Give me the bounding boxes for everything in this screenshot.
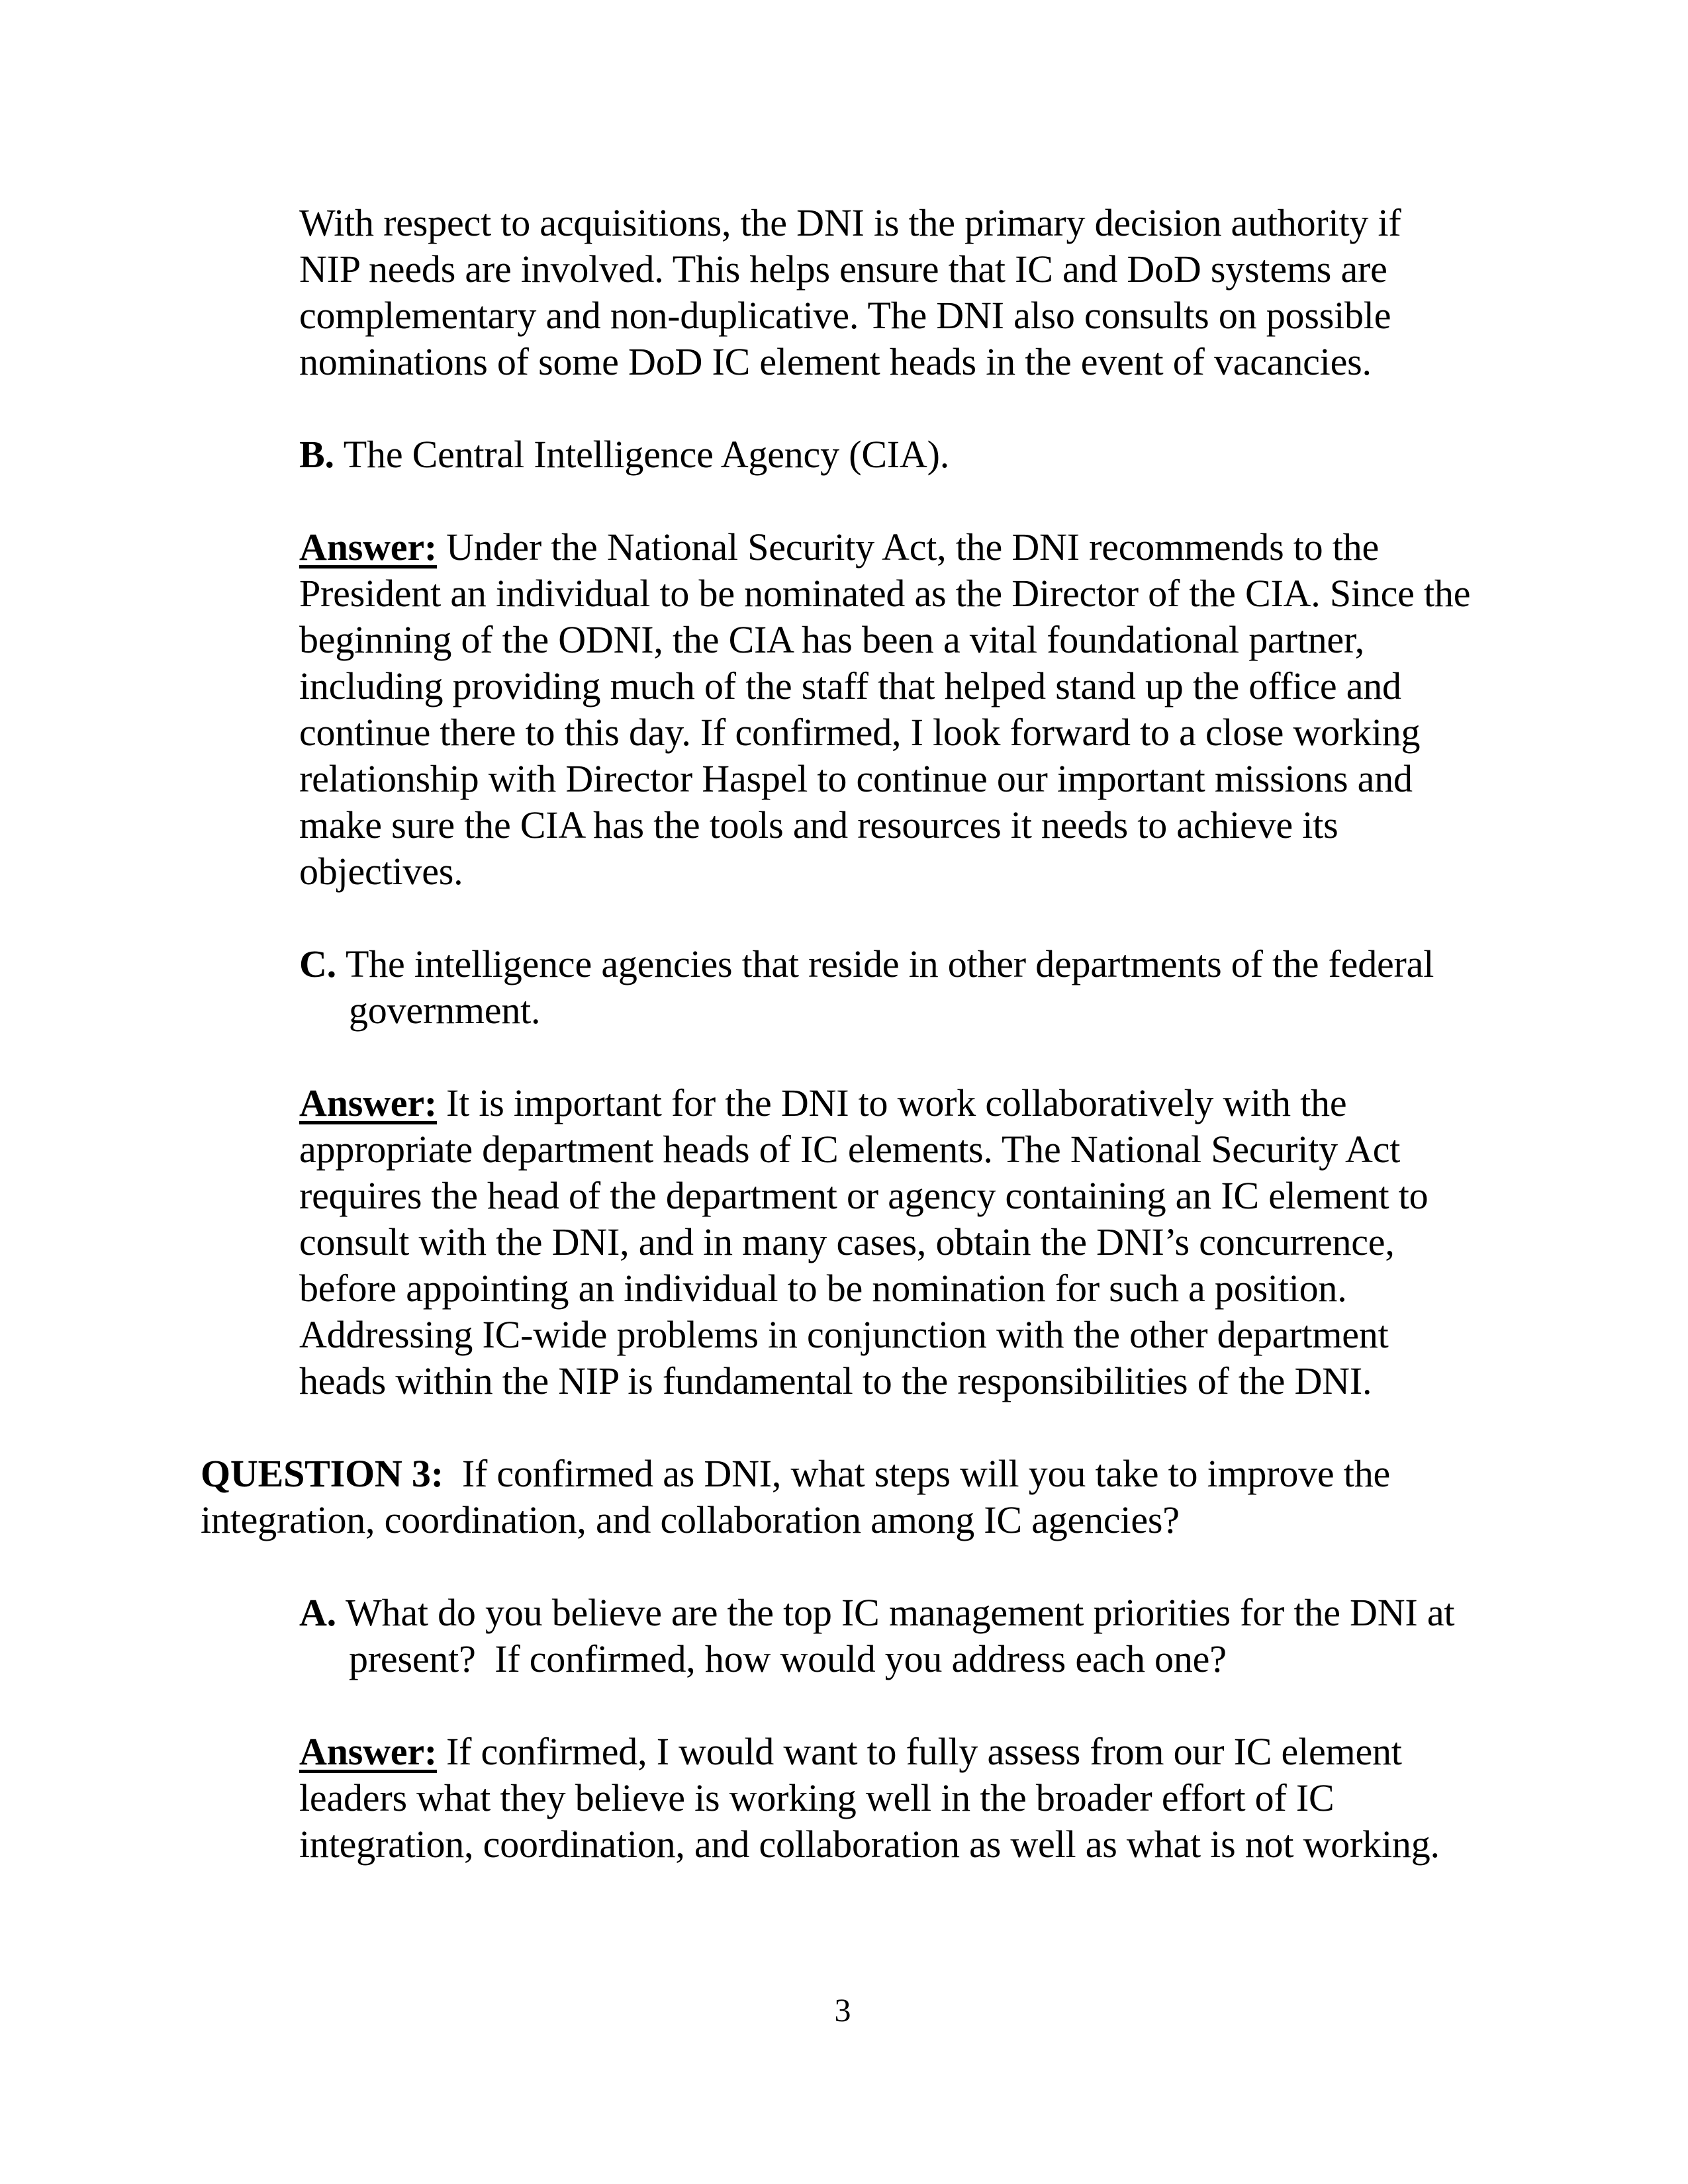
answer-text: If confirmed, I would want to fully assess from our IC element [446,1730,1402,1773]
paragraph-line: integration, coordination, and collaboration among IC agencies? [201,1498,1180,1541]
item-3a-label: A. [299,1591,336,1634]
item-c-line [299,941,1434,987]
page-number: 3 [834,1991,851,2028]
item-3a-text: What do you believe are the top IC management priorities for the DNI at [346,1591,1455,1634]
paragraph-line: continue there to this day. If confirmed, I look forward to a close working [299,711,1421,754]
answer-3a-first-line [299,1729,1402,1775]
paragraph-line: make sure the CIA has the tools and resources it needs to achieve its [299,803,1338,846]
paragraph-line: Addressing IC-wide problems in conjunction with the other department [299,1313,1389,1356]
question-3-first-line [201,1451,1390,1497]
paragraph-line: objectives. [299,850,463,893]
question-3-text: If confirmed as DNI, what steps will you take to improve the [461,1452,1391,1495]
paragraph-line: consult with the DNI, and in many cases, obtain the DNI’s concurrence, [299,1220,1395,1263]
item-c-text: The intelligence agencies that reside in other departments of the federal [346,942,1434,985]
paragraph-line: nominations of some DoD IC element heads in the event of vacancies. [299,340,1372,383]
paragraph-line: NIP needs are involved. This helps ensure that IC and DoD systems are [299,248,1387,291]
paragraph-line: With respect to acquisitions, the DNI is the primary decision authority if [299,201,1401,244]
item-3a-line [299,1590,1454,1636]
answer-text: It is important for the DNI to work collaboratively with the [446,1081,1347,1124]
paragraph-line: heads within the NIP is fundamental to the responsibilities of the DNI. [299,1359,1372,1402]
answer-b-first-line [299,524,1379,570]
paragraph-line: integration, coordination, and collaboration as well as what is not working. [299,1823,1440,1866]
answer-label: Answer: [299,1081,438,1124]
paragraph-line: before appointing an individual to be nomination for such a position. [299,1267,1347,1310]
paragraph-line: leaders what they believe is working well in the broader effort of IC [299,1776,1335,1819]
item-b-label: B. [299,433,334,476]
item-b-line [299,432,949,478]
answer-label: Answer: [299,525,438,569]
answer-label: Answer: [299,1730,438,1773]
paragraph-line: appropriate department heads of IC elements. The National Security Act [299,1128,1401,1171]
paragraph-line: relationship with Director Haspel to continue our important missions and [299,757,1413,800]
item-b-text: The Central Intelligence Agency (CIA). [343,433,950,476]
paragraph-line: beginning of the ODNI, the CIA has been a vital foundational partner, [299,618,1365,661]
item-c-continuation: government. [349,989,541,1032]
paragraph-line: complementary and non-duplicative. The DNI also consults on possible [299,294,1391,337]
item-3a-continuation: present? If confirmed, how would you address each one? [349,1637,1227,1680]
paragraph-line: requires the head of the department or agency containing an IC element to [299,1174,1429,1217]
paragraph-line: President an individual to be nominated as the Director of the CIA. Since the [299,572,1471,615]
answer-text: Under the National Security Act, the DNI recommends to the [446,525,1380,569]
item-c-label: C. [299,942,336,985]
paragraph-line: including providing much of the staff that helped stand up the office and [299,664,1401,707]
answer-c-first-line [299,1080,1346,1126]
question-3-label: QUESTION 3: [201,1452,444,1495]
